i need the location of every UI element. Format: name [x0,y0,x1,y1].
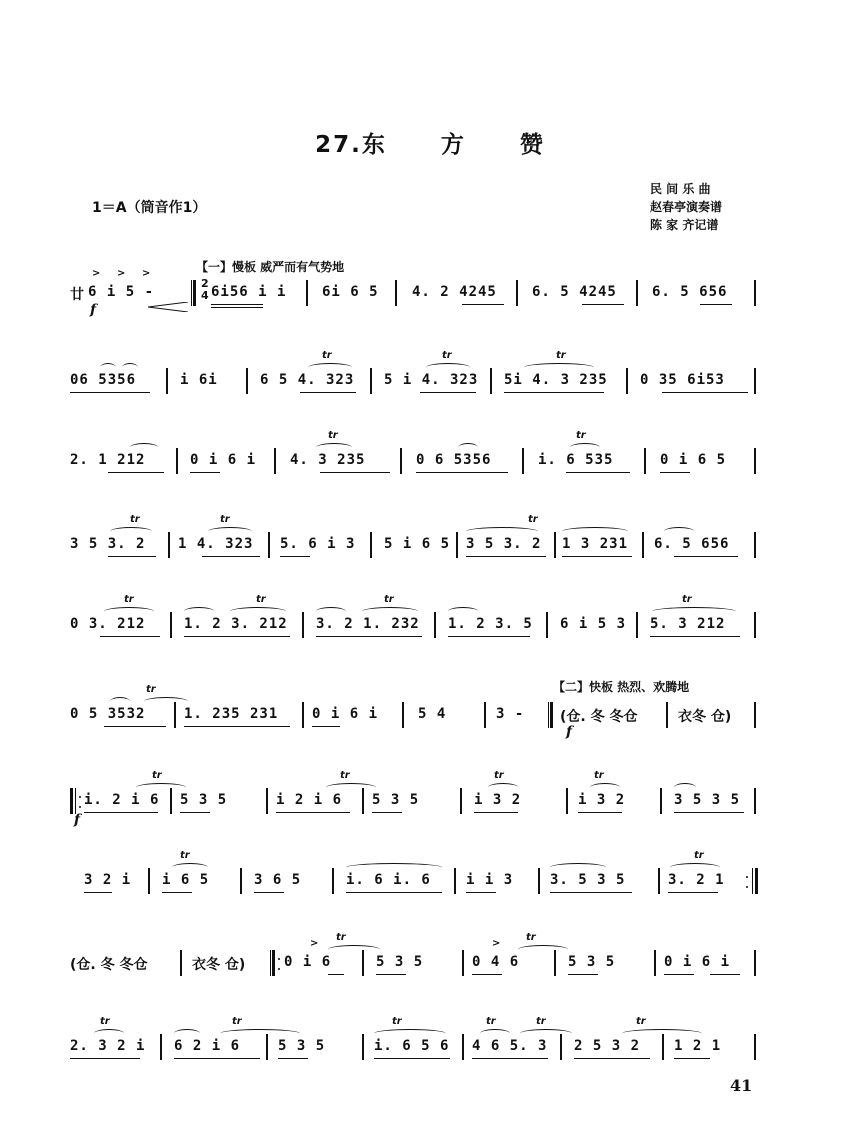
barline [754,788,756,814]
trill-mark: tr [494,770,504,781]
measure: 6 i 5 3 [560,616,627,632]
measure: 3 5 3 5 [674,792,741,808]
double-barline [270,950,275,976]
barline [160,1034,162,1060]
staff-row-4 [70,514,760,564]
repeat-end-barline [752,868,758,894]
accent-mark: > [92,268,101,279]
measure: 2 5 3 2 [574,1038,641,1054]
measure: 5 3 5 [180,792,228,808]
trill-mark: tr [694,850,704,861]
barline [362,1034,364,1060]
measure: 1. 2 3. 212 [184,616,288,632]
barline [636,280,638,306]
measure: 5 3 5 [372,792,420,808]
measure: i. 6 i. 6 [346,872,431,888]
measure: 0 6 5356 [416,452,492,468]
barline [402,702,404,728]
barline [148,868,150,894]
measure: 5 3 5 [568,954,616,970]
barline [454,868,456,894]
staff-row-8 [70,850,760,900]
measure: 4. 2 4245 [412,284,497,300]
staff-row-2 [70,350,760,400]
measure: 0 i 6 i [312,706,379,722]
credit-line-composer: 民 间 乐 曲 [650,182,711,196]
trill-mark: tr [594,770,604,781]
dynamic-forte: f [74,812,81,828]
barline [246,368,248,394]
page-number: 41 [730,1076,753,1095]
measure: 1. 235 231 [184,706,279,722]
trill-mark: tr [384,594,394,605]
accent-mark: > [492,938,501,949]
barline [170,612,172,638]
page-title [0,126,860,159]
trill-mark: tr [528,514,538,525]
barline [626,368,628,394]
trill-mark: tr [536,1016,546,1027]
barline [306,280,308,306]
measure: 3. 2 1. 232 [316,616,420,632]
dynamic-forte: f [90,302,97,318]
barline [370,532,372,558]
measure: 0 i 6 i [190,452,257,468]
trill-mark: tr [146,684,156,695]
accent-mark: > [310,938,319,949]
trill-mark: tr [556,350,566,361]
measure: 0 i 6 5 [660,452,727,468]
barline [274,448,276,474]
barline [302,702,304,728]
barline [554,532,556,558]
measure: 2. 3 2 i [70,1038,146,1054]
barline [754,448,756,474]
barline [302,612,304,638]
measure: 6 5 4. 323 [260,372,355,388]
credit-line-performer: 赵春亭演奏谱 [650,200,723,214]
staff-row-10 [70,1016,760,1066]
measure: 3 5 3. 2 [70,536,146,552]
measure: 0 4 6 [472,954,520,970]
measure: 0 5 3532 [70,706,146,722]
barline [434,612,436,638]
barline [754,532,756,558]
measure: 6 2 i 6 [174,1038,241,1054]
measure: 3 - [496,706,525,722]
staff-row-9 [70,932,760,982]
barline [538,868,540,894]
trill-mark: tr [322,350,332,361]
barline [332,868,334,894]
barline [516,280,518,306]
double-barline [548,702,553,728]
barline [174,702,176,728]
trill-mark: tr [392,1016,402,1027]
measure: 5 3 5 [376,954,424,970]
barline [754,280,756,306]
trill-mark: tr [442,350,452,361]
measure: 5i 4. 3 235 [504,372,608,388]
measure: 3. 5 3 5 [550,872,626,888]
decrescendo-hairpin [148,302,188,312]
measure: 0 35 6i53 [640,372,725,388]
measure: 0 i 6 i [664,954,731,970]
trill-mark: tr [256,594,266,605]
barline [176,448,178,474]
credit-line-transcriber: 陈 家 齐记谱 [650,218,719,232]
measure: 1 4. 323 [178,536,254,552]
barline [642,532,644,558]
barline [754,702,756,728]
barline [754,1034,756,1060]
title-char-1: 东 [361,132,387,158]
barline [546,612,548,638]
barline [370,368,372,394]
measure: 1 3 231 [562,536,629,552]
barline [754,612,756,638]
barline [400,448,402,474]
staff-row-1 [70,268,760,318]
percussion-measure: 衣冬 仓) [678,709,732,725]
trill-mark: tr [100,1016,110,1027]
trill-mark: tr [336,932,346,943]
percussion-measure: (仓. 冬 冬仓 [70,957,148,973]
measure: i. 2 i 6 [84,792,160,808]
section-label-1: 【一】慢板 威严而有气势地 [196,260,345,274]
piece-number: 27. [315,132,362,158]
barline [268,532,270,558]
barline [460,788,462,814]
measure: i 6 5 [162,872,210,888]
barline [636,612,638,638]
percussion-measure: (仓. 冬 冬仓 [560,709,638,725]
barline [660,788,662,814]
measure: i i 3 [466,872,514,888]
barline [754,950,756,976]
trill-mark: tr [220,514,230,525]
barline [666,702,668,728]
trill-mark: tr [576,430,586,441]
measure: 5 i 4. 323 [384,372,479,388]
measure: 6. 5 656 [652,284,728,300]
title-char-2: 方 [440,132,466,158]
barline [490,368,492,394]
measure: 5 3 5 [278,1038,326,1054]
measure: 5. 6 i 3 [280,536,356,552]
barline [462,1034,464,1060]
measure: i. 6 535 [538,452,614,468]
trill-mark: tr [232,1016,242,1027]
staff-row-3 [70,430,760,480]
measure: 5 4 [418,706,447,722]
barline [658,868,660,894]
measure: 1. 2 3. 5 [448,616,533,632]
barline [166,368,168,394]
measure: i 2 i 6 [276,792,343,808]
barline [522,448,524,474]
barline [266,788,268,814]
barline [654,950,656,976]
barline [170,788,172,814]
barline [566,788,568,814]
trill-mark: tr [152,770,162,781]
measure: i 6i [180,372,218,388]
accent-mark: > [142,268,151,279]
barline [462,950,464,976]
barline [168,532,170,558]
title-char-3: 赞 [519,132,545,158]
measure: 6 i 5 - [88,284,155,300]
measure: 0 i 6 [284,954,332,970]
barline [456,532,458,558]
measure: 5 i 6 5 [384,536,451,552]
staff-row-7 [70,770,760,828]
measure: i 3 2 [474,792,522,808]
barline [362,950,364,976]
measure: 6i56 i i [211,284,287,300]
key-signature: 1＝A（筒音作1） [92,200,207,216]
measure: 0 3. 212 [70,616,146,632]
barline [484,702,486,728]
trill-mark: tr [328,430,338,441]
measure: 6i 6 5 [322,284,379,300]
percussion-measure: 衣冬 仓) [192,957,246,973]
trill-mark: tr [340,770,350,781]
barline [754,368,756,394]
accent-mark: > [117,268,126,279]
measure: i 3 2 [578,792,626,808]
measure: 1 2 1 [674,1038,722,1054]
barline [240,868,242,894]
measure: 2. 1 212 [70,452,146,468]
staff-row-5 [70,594,760,644]
dynamic-forte: f [566,724,573,740]
measure: 3 6 5 [254,872,302,888]
trill-mark: tr [124,594,134,605]
trill-mark: tr [486,1016,496,1027]
trill-mark: tr [180,850,190,861]
barline [554,950,556,976]
measure: 6. 5 656 [654,536,730,552]
barline [180,950,182,976]
trill-mark: tr [682,594,692,605]
barline [362,788,364,814]
trill-mark: tr [130,514,140,525]
trill-mark: tr [636,1016,646,1027]
measure: 6. 5 4245 [532,284,617,300]
measure: 06 5356 [70,372,137,388]
measure: 4. 3 235 [290,452,366,468]
barline [662,1034,664,1060]
double-barline [191,280,196,306]
measure: 5. 3 212 [650,616,726,632]
measure: 3 5 3. 2 [466,536,542,552]
measure: 4 6 5. 3 [472,1038,548,1054]
time-signature: 2 4 [201,277,209,302]
measure: i. 6 5 6 [374,1038,450,1054]
barline [560,1034,562,1060]
measure: 3. 2 1 [668,872,725,888]
free-tempo-mark: 廿 [70,287,84,303]
repeat-start-barline [70,788,76,814]
barline [266,1034,268,1060]
measure: 3 2 i [84,872,132,888]
section-label-2: 【二】快板 热烈、欢腾地 [553,680,690,694]
barline [395,280,397,306]
credits [650,180,722,234]
trill-mark: tr [526,932,536,943]
barline [644,448,646,474]
